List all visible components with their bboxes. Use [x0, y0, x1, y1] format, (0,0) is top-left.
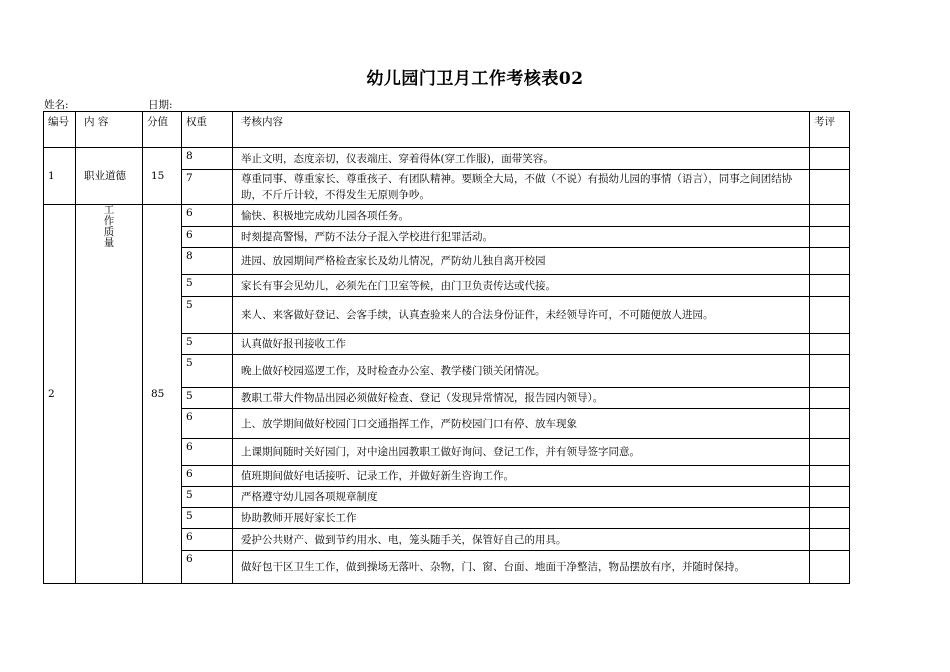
name-label: 姓名: — [44, 99, 69, 111]
review-cell[interactable] — [810, 170, 850, 205]
item-weight: 6 — [182, 205, 233, 227]
group-number: 2 — [44, 205, 76, 584]
review-cell[interactable] — [810, 148, 850, 170]
item-text: 认真做好报刊接收工作 — [233, 334, 810, 355]
group-score: 15 — [143, 148, 182, 205]
item-text: 上、放学期间做好校园门口交通指挥工作，严防校园门口有停、放车现象 — [233, 409, 810, 439]
header-review: 考评 — [810, 112, 850, 148]
item-weight: 5 — [182, 388, 233, 409]
review-cell[interactable] — [810, 248, 850, 275]
group-content-vertical-text: 工作质量 — [103, 204, 115, 249]
group-content: 职业道德 — [76, 148, 143, 205]
item-weight: 8 — [182, 248, 233, 275]
review-cell[interactable] — [810, 487, 850, 508]
header-items: 考核内容 — [233, 112, 810, 148]
item-text: 做好包干区卫生工作，做到操场无落叶、杂物，门、窗、台面、地面干净整洁，物品摆放有序，并随时保持。 — [233, 551, 810, 584]
table-row — [44, 148, 850, 170]
header-no: 编号 — [44, 112, 76, 148]
item-weight: 5 — [182, 297, 233, 334]
group-number: 1 — [44, 148, 76, 205]
item-text: 教职工带大件物品出园必须做好检查、登记（发现异常情况，报告园内领导）。 — [233, 388, 810, 409]
header-weight: 权重 — [182, 112, 233, 148]
item-text: 愉快、积极地完成幼儿园各项任务。 — [233, 205, 810, 227]
review-cell[interactable] — [810, 227, 850, 248]
item-text: 严格遵守幼儿园各项规章制度 — [233, 487, 810, 508]
item-weight: 5 — [182, 275, 233, 297]
item-weight: 5 — [182, 508, 233, 529]
review-cell[interactable] — [810, 388, 850, 409]
item-weight: 8 — [182, 148, 233, 170]
review-cell[interactable] — [810, 409, 850, 439]
item-weight: 5 — [182, 334, 233, 355]
item-text: 来人、来客做好登记、会客手续，认真查验来人的合法身份证件，未经领导许可，不可随便放人进园。 — [233, 297, 810, 334]
item-text: 进园、放园期间严格检查家长及幼儿情况，严防幼儿独自离开校园 — [233, 248, 810, 275]
item-text: 值班期间做好电话接听、记录工作，并做好新生咨询工作。 — [233, 466, 810, 487]
assessment-table — [43, 111, 850, 584]
item-weight: 6 — [182, 227, 233, 248]
item-weight: 6 — [182, 439, 233, 466]
item-text: 晚上做好校园巡逻工作，及时检查办公室、教学楼门锁关闭情况。 — [233, 355, 810, 388]
review-cell[interactable] — [810, 355, 850, 388]
table-row — [44, 205, 850, 227]
item-text: 时刻提高警惕，严防不法分子混入学校进行犯罪活动。 — [233, 227, 810, 248]
review-cell[interactable] — [810, 439, 850, 466]
date-label: 日期: — [148, 99, 173, 111]
header-content: 内 容 — [76, 112, 143, 148]
review-cell[interactable] — [810, 205, 850, 227]
item-text: 爱护公共财产、做到节约用水、电，笼头随手关，保管好自己的用具。 — [233, 529, 810, 551]
group-content — [76, 205, 143, 584]
page-title: 幼儿园门卫月工作考核表02 — [366, 69, 584, 89]
item-weight: 5 — [182, 487, 233, 508]
item-weight: 6 — [182, 551, 233, 584]
review-cell[interactable] — [810, 334, 850, 355]
group-score: 85 — [143, 205, 182, 584]
review-cell[interactable] — [810, 529, 850, 551]
header-score: 分值 — [143, 112, 182, 148]
item-text: 上课期间随时关好园门，对中途出园教职工做好询问、登记工作，并有领导签字同意。 — [233, 439, 810, 466]
item-weight: 5 — [182, 355, 233, 388]
item-text: 家长有事会见幼儿，必须先在门卫室等候，由门卫负责传达或代接。 — [233, 275, 810, 297]
item-weight: 6 — [182, 409, 233, 439]
review-cell[interactable] — [810, 275, 850, 297]
item-weight: 7 — [182, 170, 233, 205]
table-header-row — [44, 112, 850, 148]
item-text: 协助教师开展好家长工作 — [233, 508, 810, 529]
review-cell[interactable] — [810, 466, 850, 487]
review-cell[interactable] — [810, 508, 850, 529]
item-weight: 6 — [182, 466, 233, 487]
item-weight: 6 — [182, 529, 233, 551]
item-text: 尊重同事、尊重家长、尊重孩子、有团队精神。要顾全大局，不做（不说）有损幼儿园的事情（语言），同事之间团结协助，不斤斤计较，不得发生无原则争吵。 — [233, 170, 810, 205]
review-cell[interactable] — [810, 551, 850, 584]
review-cell[interactable] — [810, 297, 850, 334]
item-text: 举止文明，态度亲切，仪表端庄、穿着得体(穿工作服)，面带笑容。 — [233, 148, 810, 170]
